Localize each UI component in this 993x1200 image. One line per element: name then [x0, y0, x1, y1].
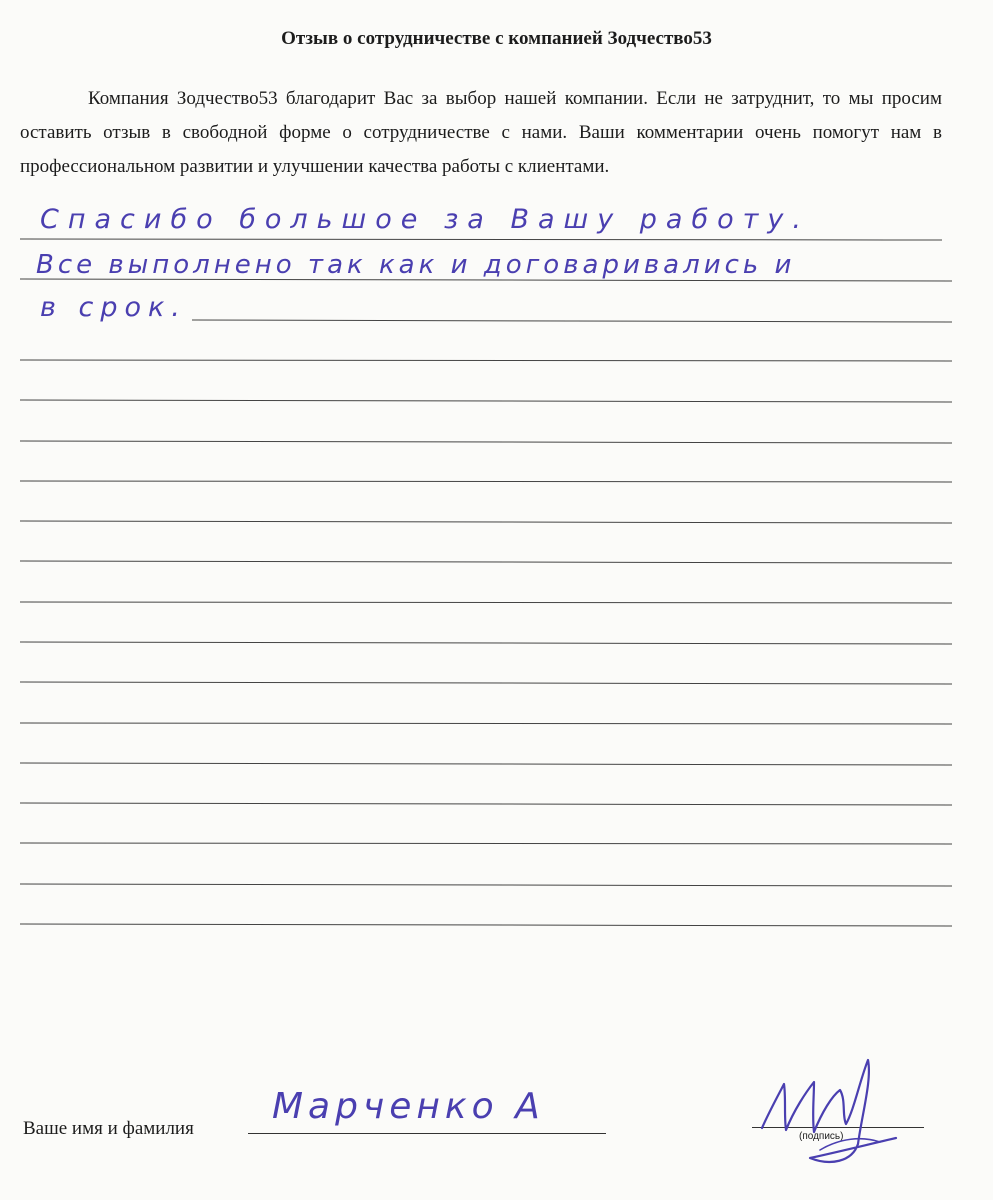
ruled-line — [20, 763, 952, 765]
ruled-line — [20, 360, 952, 361]
handwritten-line-1: Спасибо большое за Вашу работу. — [40, 204, 810, 235]
signature-caption: (подпись) — [799, 1131, 844, 1142]
name-field-line[interactable] — [248, 1133, 606, 1134]
ruled-line — [20, 843, 952, 844]
ruled-line — [20, 803, 952, 805]
ruled-line — [20, 642, 952, 644]
ruled-line — [20, 521, 952, 523]
ruled-line — [20, 924, 952, 926]
ruled-line — [20, 561, 952, 563]
ruled-line — [20, 441, 952, 443]
intro-paragraph: Компания Зодчество53 благодарит Вас за выбор нашей компании. Если не затруднит, то мы просим оставить отзыв в свободной форме о сотрудничестве с нами. Ваши комментарии очень помогут нам в профессиональном развитии и улучшении качества работы с клиентами. — [20, 88, 942, 177]
ruled-line — [20, 884, 952, 886]
name-label: Ваше имя и фамилия — [23, 1118, 194, 1139]
ruled-line — [20, 481, 952, 482]
signature-icon — [750, 1040, 920, 1170]
handwritten-line-2: Все выполнено так как и договаривались и — [36, 250, 796, 280]
ruled-line — [20, 239, 942, 240]
name-value: Марченко А — [272, 1086, 545, 1127]
ruled-line — [20, 602, 952, 603]
ruled-line — [192, 320, 952, 322]
ruled-line — [20, 400, 952, 402]
ruled-line — [20, 682, 952, 684]
handwritten-line-3: в срок. — [40, 292, 187, 323]
document-title: Отзыв о сотрудничестве с компанией Зодчество53 — [281, 28, 712, 49]
ruled-line — [20, 723, 952, 724]
